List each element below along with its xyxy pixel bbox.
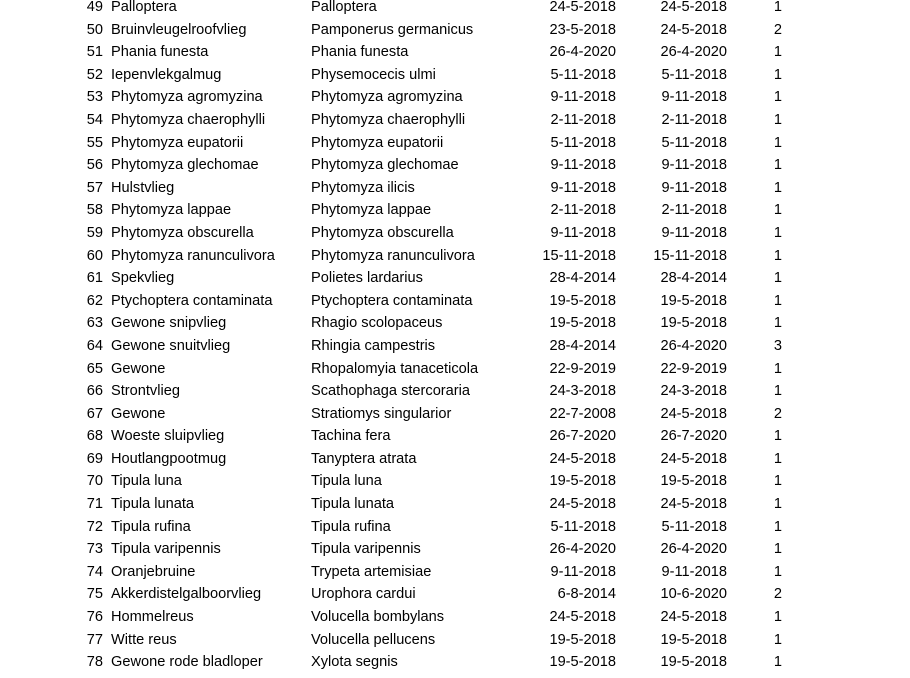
last-date: 22-9-2019 xyxy=(660,360,727,377)
first-date: 26-4-2020 xyxy=(549,44,616,61)
row-number: 52 xyxy=(86,66,103,83)
table-row xyxy=(0,516,910,539)
table-row xyxy=(0,358,910,381)
common-name: Phytomyza chaerophylli xyxy=(111,111,266,128)
last-date: 19-5-2018 xyxy=(660,315,727,332)
row-number: 62 xyxy=(86,292,103,309)
common-name: Woeste sluipvlieg xyxy=(111,428,225,445)
first-date: 24-5-2018 xyxy=(549,0,616,15)
row-number: 53 xyxy=(86,89,103,106)
scientific-name: Pamponerus germanicus xyxy=(311,21,474,38)
common-name: Tipula rufina xyxy=(111,518,191,535)
observation-count: 1 xyxy=(773,111,782,128)
row-number: 50 xyxy=(86,21,103,38)
first-date: 28-4-2014 xyxy=(549,337,616,354)
common-name: Phytomyza agromyzina xyxy=(111,89,263,106)
common-name: Tipula lunata xyxy=(111,496,195,513)
first-date: 19-5-2018 xyxy=(549,654,616,671)
observation-count: 1 xyxy=(773,44,782,61)
table-row xyxy=(0,403,910,426)
row-number: 71 xyxy=(86,496,103,513)
scientific-name: Tipula lunata xyxy=(311,496,395,513)
last-date: 26-4-2020 xyxy=(660,337,727,354)
common-name: Spekvlieg xyxy=(111,270,175,287)
common-name: Iepenvlekgalmug xyxy=(111,66,222,83)
last-date: 9-11-2018 xyxy=(661,157,727,174)
last-date: 19-5-2018 xyxy=(660,654,727,671)
last-date: 24-5-2018 xyxy=(660,496,727,513)
observation-count: 1 xyxy=(773,496,782,513)
observation-count: 3 xyxy=(773,337,782,354)
row-number: 60 xyxy=(86,247,103,264)
common-name: Witte reus xyxy=(111,631,177,648)
observation-count: 1 xyxy=(773,654,782,671)
common-name: Bruinvleugelroofvlieg xyxy=(111,21,247,38)
last-date: 5-11-2018 xyxy=(661,518,727,535)
table-row xyxy=(0,470,910,493)
scientific-name: Phania funesta xyxy=(311,44,409,61)
first-date: 19-5-2018 xyxy=(549,292,616,309)
table-row xyxy=(0,199,910,222)
row-number: 55 xyxy=(86,134,103,151)
row-number: 70 xyxy=(86,473,103,490)
table-row xyxy=(0,177,910,200)
common-name: Gewone xyxy=(111,405,166,422)
table-row xyxy=(0,312,910,335)
observation-count: 1 xyxy=(773,224,782,241)
scientific-name: Phytomyza glechomae xyxy=(311,157,459,174)
table-row xyxy=(0,651,910,674)
table-row xyxy=(0,493,910,516)
observation-count: 1 xyxy=(773,292,782,309)
scientific-name: Polietes lardarius xyxy=(311,270,423,287)
first-date: 24-5-2018 xyxy=(549,450,616,467)
common-name: Gewone snipvlieg xyxy=(111,315,227,332)
table-row xyxy=(0,380,910,403)
table-row xyxy=(0,290,910,313)
scientific-name: Tachina fera xyxy=(311,428,391,445)
observation-count: 1 xyxy=(773,247,782,264)
first-date: 19-5-2018 xyxy=(549,631,616,648)
observation-count: 1 xyxy=(773,270,782,287)
common-name: Phytomyza glechomae xyxy=(111,157,259,174)
scientific-name: Xylota segnis xyxy=(311,654,398,671)
scientific-name: Scathophaga stercoraria xyxy=(311,383,471,400)
observation-count: 1 xyxy=(773,315,782,332)
observation-count: 1 xyxy=(773,473,782,490)
first-date: 22-7-2008 xyxy=(549,405,616,422)
table-row xyxy=(0,448,910,471)
table-row xyxy=(0,425,910,448)
table-row xyxy=(0,335,910,358)
last-date: 9-11-2018 xyxy=(661,89,727,106)
observation-count: 2 xyxy=(773,586,782,603)
last-date: 28-4-2014 xyxy=(660,270,727,287)
first-date: 9-11-2018 xyxy=(550,224,616,241)
scientific-name: Phytomyza eupatorii xyxy=(311,134,444,151)
common-name: Tipula luna xyxy=(111,473,182,490)
observation-count: 1 xyxy=(773,609,782,626)
common-name: Gewone xyxy=(111,360,166,377)
table-row xyxy=(0,245,910,268)
table-row xyxy=(0,583,910,606)
row-number: 72 xyxy=(86,518,103,535)
row-number: 73 xyxy=(86,541,103,558)
row-number: 59 xyxy=(86,224,103,241)
first-date: 9-11-2018 xyxy=(550,179,616,196)
scientific-name: Stratiomys singularior xyxy=(311,405,452,422)
row-number: 54 xyxy=(86,111,103,128)
common-name: Ptychoptera contaminata xyxy=(111,292,273,309)
common-name: Tipula varipennis xyxy=(111,541,221,558)
scientific-name: Phytomyza lappae xyxy=(311,202,432,219)
last-date: 26-7-2020 xyxy=(660,428,727,445)
last-date: 19-5-2018 xyxy=(660,631,727,648)
observation-count: 1 xyxy=(773,428,782,445)
table-row xyxy=(0,19,910,42)
first-date: 26-7-2020 xyxy=(549,428,616,445)
common-name: Phytomyza obscurella xyxy=(111,224,254,241)
row-number: 51 xyxy=(86,44,103,61)
row-number: 58 xyxy=(86,202,103,219)
row-number: 57 xyxy=(86,179,103,196)
last-date: 19-5-2018 xyxy=(660,292,727,309)
observation-count: 1 xyxy=(773,360,782,377)
scientific-name: Trypeta artemisiae xyxy=(311,563,432,580)
last-date: 24-5-2018 xyxy=(660,21,727,38)
first-date: 2-11-2018 xyxy=(550,111,616,128)
last-date: 24-5-2018 xyxy=(660,0,727,15)
row-number: 78 xyxy=(86,654,103,671)
observation-count: 1 xyxy=(773,66,782,83)
common-name: Akkerdistelgalboorvlieg xyxy=(111,586,262,603)
table-row xyxy=(0,267,910,290)
table-row xyxy=(0,538,910,561)
observation-count: 1 xyxy=(773,0,782,15)
observation-count: 1 xyxy=(773,134,782,151)
first-date: 26-4-2020 xyxy=(549,541,616,558)
observation-count: 1 xyxy=(773,450,782,467)
observation-count: 1 xyxy=(773,541,782,558)
common-name: Hommelreus xyxy=(111,609,194,626)
observation-count: 1 xyxy=(773,179,782,196)
common-name: Palloptera xyxy=(111,0,177,15)
scientific-name: Phytomyza ilicis xyxy=(311,179,415,196)
common-name: Phytomyza ranunculivora xyxy=(111,247,275,264)
first-date: 9-11-2018 xyxy=(550,563,616,580)
last-date: 24-3-2018 xyxy=(660,383,727,400)
first-date: 22-9-2019 xyxy=(549,360,616,377)
common-name: Phytomyza lappae xyxy=(111,202,232,219)
scientific-name: Phytomyza agromyzina xyxy=(311,89,463,106)
row-number: 75 xyxy=(86,586,103,603)
scientific-name: Tipula luna xyxy=(311,473,382,490)
row-number: 77 xyxy=(86,631,103,648)
scientific-name: Rhagio scolopaceus xyxy=(311,315,443,332)
scientific-name: Physemocecis ulmi xyxy=(311,66,436,83)
common-name: Phytomyza eupatorii xyxy=(111,134,244,151)
last-date: 26-4-2020 xyxy=(660,541,727,558)
row-number: 76 xyxy=(86,609,103,626)
row-number: 61 xyxy=(86,270,103,287)
table-row xyxy=(0,561,910,584)
row-number: 56 xyxy=(86,157,103,174)
row-number: 64 xyxy=(86,337,103,354)
table-row xyxy=(0,132,910,155)
last-date: 5-11-2018 xyxy=(661,66,727,83)
first-date: 2-11-2018 xyxy=(550,202,616,219)
observation-count: 1 xyxy=(773,157,782,174)
common-name: Gewone snuitvlieg xyxy=(111,337,231,354)
first-date: 24-5-2018 xyxy=(549,609,616,626)
table-row xyxy=(0,222,910,245)
observation-count: 2 xyxy=(773,405,782,422)
common-name: Houtlangpootmug xyxy=(111,450,227,467)
scientific-name: Tipula rufina xyxy=(311,518,391,535)
last-date: 9-11-2018 xyxy=(661,179,727,196)
table-row xyxy=(0,629,910,652)
scientific-name: Tipula varipennis xyxy=(311,541,421,558)
scientific-name: Ptychoptera contaminata xyxy=(311,292,473,309)
observation-count: 1 xyxy=(773,631,782,648)
observation-count: 2 xyxy=(773,21,782,38)
first-date: 5-11-2018 xyxy=(550,134,616,151)
row-number: 65 xyxy=(86,360,103,377)
first-date: 23-5-2018 xyxy=(549,21,616,38)
row-number: 74 xyxy=(86,563,103,580)
observation-count: 1 xyxy=(773,202,782,219)
row-number: 63 xyxy=(86,315,103,332)
observation-count: 1 xyxy=(773,89,782,106)
last-date: 24-5-2018 xyxy=(660,609,727,626)
first-date: 24-5-2018 xyxy=(549,496,616,513)
observation-count: 1 xyxy=(773,383,782,400)
table-row xyxy=(0,0,910,19)
scientific-name: Palloptera xyxy=(311,0,377,15)
row-number: 68 xyxy=(86,428,103,445)
table-row xyxy=(0,41,910,64)
last-date: 2-11-2018 xyxy=(661,202,727,219)
first-date: 19-5-2018 xyxy=(549,315,616,332)
first-date: 15-11-2018 xyxy=(542,247,616,264)
first-date: 9-11-2018 xyxy=(550,157,616,174)
observation-count: 1 xyxy=(773,518,782,535)
last-date: 9-11-2018 xyxy=(661,224,727,241)
scientific-name: Volucella bombylans xyxy=(311,609,445,626)
common-name: Phania funesta xyxy=(111,44,209,61)
last-date: 15-11-2018 xyxy=(653,247,727,264)
first-date: 24-3-2018 xyxy=(549,383,616,400)
table-row xyxy=(0,109,910,132)
table-row xyxy=(0,606,910,629)
scientific-name: Rhingia campestris xyxy=(311,337,436,354)
common-name: Strontvlieg xyxy=(111,383,180,400)
common-name: Hulstvlieg xyxy=(111,179,175,196)
table-row xyxy=(0,154,910,177)
scientific-name: Volucella pellucens xyxy=(311,631,436,648)
first-date: 5-11-2018 xyxy=(550,518,616,535)
table-row xyxy=(0,86,910,109)
first-date: 28-4-2014 xyxy=(549,270,616,287)
common-name: Gewone rode bladloper xyxy=(111,654,263,671)
observation-count: 1 xyxy=(773,563,782,580)
scientific-name: Phytomyza ranunculivora xyxy=(311,247,475,264)
last-date: 19-5-2018 xyxy=(660,473,727,490)
last-date: 24-5-2018 xyxy=(660,405,727,422)
first-date: 19-5-2018 xyxy=(549,473,616,490)
last-date: 2-11-2018 xyxy=(661,111,727,128)
row-number: 67 xyxy=(86,405,103,422)
scientific-name: Urophora cardui xyxy=(311,586,416,603)
row-number: 66 xyxy=(86,383,103,400)
last-date: 24-5-2018 xyxy=(660,450,727,467)
scientific-name: Phytomyza chaerophylli xyxy=(311,111,466,128)
last-date: 26-4-2020 xyxy=(660,44,727,61)
row-number: 69 xyxy=(86,450,103,467)
table-row xyxy=(0,64,910,87)
row-number: 49 xyxy=(86,0,103,15)
last-date: 9-11-2018 xyxy=(661,563,727,580)
scientific-name: Phytomyza obscurella xyxy=(311,224,454,241)
scientific-name: Tanyptera atrata xyxy=(311,450,417,467)
last-date: 5-11-2018 xyxy=(661,134,727,151)
first-date: 5-11-2018 xyxy=(550,66,616,83)
last-date: 10-6-2020 xyxy=(660,586,727,603)
first-date: 6-8-2014 xyxy=(557,586,616,603)
common-name: Oranjebruine xyxy=(111,563,196,580)
scientific-name: Rhopalomyia tanaceticola xyxy=(311,360,479,377)
first-date: 9-11-2018 xyxy=(550,89,616,106)
